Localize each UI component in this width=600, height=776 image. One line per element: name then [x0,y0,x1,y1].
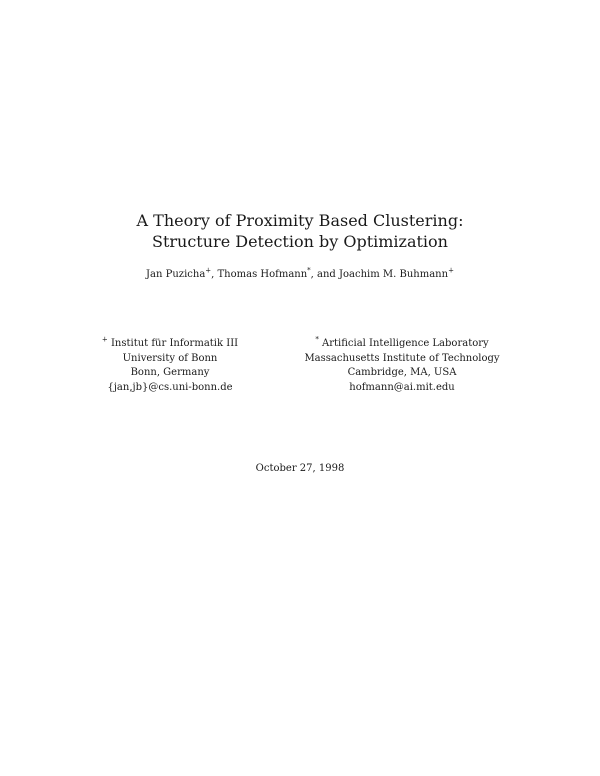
affiliation-institute [70,337,270,352]
author-name: Jan Puzicha [146,269,206,280]
affiliation-mark: * [307,266,311,275]
affiliation-mit [282,337,522,395]
paper-date: October 27, 1998 [255,463,345,474]
affiliation-email: {jan,jb}@cs.uni-bonn.de [107,381,233,393]
affiliation-mark: * [315,335,319,344]
affiliation-institute [282,337,522,352]
affiliation-location: Cambridge, MA, USA [347,367,457,378]
affiliation-mark: + [448,266,454,275]
author-name: Thomas Hofmann [217,269,308,280]
title-line-2: Structure Detection by Optimization [152,232,448,251]
affiliation-institute-name: Artificial Intelligence Laboratory [322,338,489,349]
affiliation-email: hofmann@ai.mit.edu [349,381,455,393]
affiliation-mark: + [101,335,108,344]
title-line-1: A Theory of Proximity Based Clustering: [136,211,464,230]
paper-title [0,210,600,252]
affiliation-institute-name: Institut für Informatik III [110,338,239,349]
affiliation-university: Massachusetts Institute of Technology [304,352,500,364]
affiliation-university: University of Bonn [122,352,218,364]
affiliation-bonn [70,337,270,395]
author-name: Joachim M. Buhmann [339,269,449,280]
author-separator: , and [310,269,340,280]
author-list [0,268,600,282]
affiliation-location: Bonn, Germany [130,367,210,378]
affiliation-mark: + [205,266,212,275]
author-separator: , [211,269,218,280]
